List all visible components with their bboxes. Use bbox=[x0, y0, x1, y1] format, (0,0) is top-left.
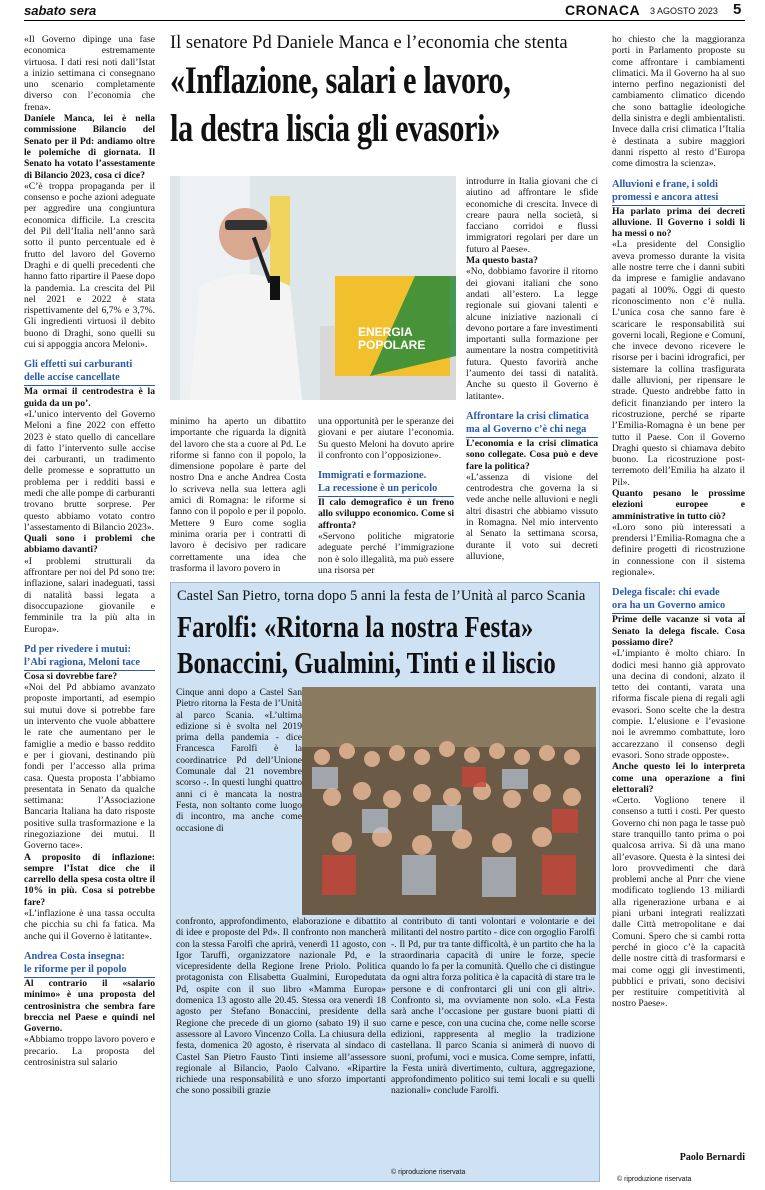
subheading-line2: La recessione è un pericolo bbox=[318, 482, 454, 497]
subheading-line2: delle accise cancellate bbox=[24, 371, 155, 386]
interview-question: Quanto pesano le prossime elezioni europee e amministrative in tutto ciò? bbox=[612, 487, 745, 522]
subheading-line2: le riforme per il popolo bbox=[24, 963, 155, 978]
body-paragraph: «L’impianto è molto chiaro. In dodici mesi hanno già approvato una decina di condoni, alzato il tetto dei contanti, varata una riforma fiscale piena di regali agli evasori. Sono scelte che la destra compie. L’elusione e l’evasione noi le avremmo combattute, loro accarezzano il consenso degli evasori. Sono strade opposte». bbox=[612, 648, 745, 761]
photo-banner: ENERGIA POPOLARE bbox=[358, 325, 426, 352]
interview-question: Anche questo lei lo interpreta come una operazione a fini elettorali? bbox=[612, 761, 745, 795]
interview-question: Daniele Manca, lei è nella commissione Bilancio del Senato per il Pd: andiamo oltre le polemiche di giornata. Il Senato ha votato l’assestamente di Bilancio 2023, cosa ci dice? bbox=[24, 113, 155, 181]
body-paragraph: «Noi del Pd abbiamo avanzato proposte importanti, ad esempio sui mutui dove si potrebbe fare un intervento che vuole abbattere le rate che aumentano per le famiglie a medio e basso reddito e per i giovani, destinando più fondi per l’accesso alla prima casa. Questa proposta l’abbiamo presentata in Senato da qualche settimana: l’Associazione Bancaria Italiana ha dato risposte positive sulla trasformazione e la rinegoziazione dei mutui. Il Governo tace». bbox=[24, 682, 155, 852]
body-paragraph: introdurre in Italia giovani che ci aiutino ad affrontare le sfide economiche di crescita. Invece di creare paura nella società, si facciano corridoi e flussi immigratori regolari per dare un futuro al Paese». bbox=[466, 176, 598, 255]
interview-question: Al contrario il «salario minimo» è una proposta del centrosinistra che sembra fare breccia nel Paese e quindi nel Governo. bbox=[24, 977, 155, 1035]
issue-date: 3 AGOSTO 2023 bbox=[650, 6, 718, 16]
subheading bbox=[466, 410, 598, 438]
interview-question: Ma ormai il centrodestra è la guida da un po’. bbox=[24, 386, 155, 409]
box-kicker: Castel San Pietro, torna dopo 5 anni la festa de l’Unità al parco Scania bbox=[177, 588, 586, 604]
box-headline-line2: Bonaccini, Gualmini, Tinti e il liscio bbox=[177, 645, 556, 680]
interview-question: Quali sono i problemi che abbiamo davanti? bbox=[24, 533, 155, 556]
body-paragraph: ho chiesto che la maggioranza porti in Parlamento proposte su come affrontare i cambiamenti climatici. Ma il Governo ha al suo interno perfino negazionisti del cambiamento climatico dicendo che sono battaglie ideologiche della sinistra e degli ambientalisti. Invece dalla crisi climatica l’Italia è destinata a subire maggiori danni rispetto al resto d’Europa come dimostra la scienza». bbox=[612, 34, 745, 170]
page-header bbox=[0, 0, 765, 22]
subheading bbox=[24, 950, 155, 978]
header-rule bbox=[24, 20, 745, 21]
section-name: CRONACA bbox=[565, 2, 641, 18]
subheading-line1: Immigrati e formazione. bbox=[318, 470, 427, 482]
subheading-line1: Pd per rivedere i mutui: bbox=[24, 643, 131, 655]
article-column-2 bbox=[170, 416, 306, 574]
article-column-5 bbox=[612, 34, 745, 1156]
body-paragraph: «No, dobbiamo favorire il ritorno dei giovani italiani che sono andati all’estero. La legge regionale sui giovani talenti e alcune iniziative nazionali ci devono portare a fare investimenti importanti sulla formazione per aumentare la nostra competitività futura. Questo favorirà anche l’aumento dei tassi di natalità. Anche su questo il Governo è latitante». bbox=[466, 266, 598, 402]
speaker-illustration bbox=[170, 176, 456, 400]
body-paragraph: «Certo. Vogliono tenere il consenso a tutti i costi. Per questo Governo chi non paga le tasse può stare tranquillo tanto prima o poi qualcosa arriva. Si dà una mano all’evasore. Questa è la sintesi dei loro provvedimenti che darà problemi anche al Pnrr che viene modificato togliendo 13 miliardi alla rigenerazione urbana e ai piani urbani integrati realizzati dalle Città metropolitane e dai Comuni. Spero che si cambi rotta perché in gioco c’è la capacità delle nostre città di trasformarsi e mai come oggi gli investimenti, pubblici e privati, sono decisivi per restituire competitività al nostro Paese». bbox=[612, 795, 745, 1010]
body-paragraph: «La presidente del Consiglio aveva promesso durante la visita alle nostre terre che i danni subiti da imprese e famiglie andavano pagati al 100%. Oggi di questo riconoscimento non c’è nulla. L’unica cosa che sanno fare è scaricare le responsabilità sui governi locali, Regione e Comuni, che invece devono ricevere le risorse per i bacini idrografici, per sistemare la collina trasfigurata dalle alluvioni, per ripensare le strade. Questo andrebbe fatto in deficit finanziando per intero la ricostruzione, perché se riparte l’Emilia-Romagna è un bene per tutto il Paese. Con il Governo Draghi questo si chiamava debito buono. La ricostruzione post-terremoto dell’Emilia ha alzato il Pil». bbox=[612, 239, 745, 488]
subheading-line2: promessi e ancora attesi bbox=[612, 191, 745, 206]
author-signature: Paolo Bernardi bbox=[679, 1152, 745, 1163]
box-column-a-bottom: confronto, approfondimento, elaborazione e dibattito di idee e proposte del Pd». Il confronto non mancherà con la stessa Farolfi che aprirà, venerdì 11 agosto, con Igor Taruffi, organizzatore nazionale Pd, e la vicepresidente della Regione Irene Priolo. Politica protagonista con Elisabetta Gualmini, Europedutata Pd, ospite con il suo libro «Mamma Europa» domenica 13 agosto alle 20.45. Stessa ora venerdì 18 agosto per Stefano Bonaccini, presidente della Regione che precede di un giorno (sabato 19) il suo assessore al Lavoro Vincenzo Colla. La chiusura della festa, domenica 20 agosto, è riservata al sindaco di Castel San Pietro Fausto Tinti insieme all’assessore regionale al Bilancio, Paolo Calvano. «Ripartire richiede una responsabilità e uno sforzo importanti che sono possibili grazie bbox=[176, 916, 386, 1097]
subheading-line1: Affrontare la crisi climatica bbox=[466, 410, 589, 422]
body-paragraph: una opportunità per le speranze dei giovani e per aiutare l’economia. Su questo Meloni ha dovuto aprire il confronto con l’opposizione». bbox=[318, 416, 454, 461]
subheading-line1: Gli effetti sui carburanti bbox=[24, 359, 133, 371]
body-paragraph: «Loro sono più interessati a prendersi l’Emilia-Romagna che a definire progetti di ricostruzione in connessione con il sistema regionale». bbox=[612, 521, 745, 579]
crowd-illustration bbox=[302, 687, 596, 915]
article-column-4 bbox=[466, 176, 598, 574]
festa-box bbox=[170, 582, 600, 1182]
subheading-line1: Alluvioni e frane, i soldi bbox=[612, 178, 718, 190]
body-paragraph: «C’è troppa propaganda per il consenso e poche azioni adeguate per aggredire una congiuntura economica difficile. La crescita del Pil dell’Italia nell’anno sarà sotto il punto percentuale ed è frutto del lavoro del Governo Draghi e di quelli precedenti che hanno fatto ripartire il Paese dopo la pandemia. La crescita del Pil nel 2021 e 2022 è stata rispettivamente del 6,7% e 3,7%. Gli ingredienti virtuosi il debito buono di Draghi, sono quelli su cui si appoggia ancora Meloni». bbox=[24, 180, 155, 351]
interview-question: L’economia e la crisi climatica sono collegate. Cosa può e deve fare la politica? bbox=[466, 437, 598, 472]
manca-photo bbox=[170, 176, 456, 400]
subheading-line2: l’Abi ragiona, Meloni tace bbox=[24, 656, 155, 671]
subheading bbox=[24, 358, 155, 386]
subheading-line1: Delega fiscale: chi evade bbox=[612, 587, 720, 599]
body-paragraph: «I problemi strutturali da affrontare per noi del Pd sono tre: inflazione, salari inadeguati, tassi di natalità bassi legata a disoccupazione giovanile e femminile tra la più alta in Europa». bbox=[24, 555, 155, 635]
body-paragraph: «Abbiamo troppo lavoro povero e precario. La proposta del centrosinistra sul salario bbox=[24, 1034, 155, 1069]
article-column-1 bbox=[24, 34, 155, 1190]
box-column-a-top: Cinque anni dopo a Castel San Pietro ritorna la Festa de l’Unità al parco Scania. «L’ultima edizione si è svolta nel 2019 prima della pandemia - dice Francesca Farolfi è la coordinatrice Pd dell’Unione Comunale dal 21 novembre scorso -. In questi lunghi quattro anni ci è mancata la nostra Festa, non soltanto come luogo di incontro, ma anche come occasione di bbox=[176, 687, 302, 834]
article-column-3 bbox=[318, 416, 454, 574]
box-copyright-note: © riproduzione riservata bbox=[391, 1169, 466, 1176]
subheading-line2: ora ha un Governo amico bbox=[612, 599, 745, 614]
body-paragraph: minimo ha aperto un dibattito importante che riguarda la dignità del lavoro che sta a cuore al Pd. Le riforme si fanno con il popolo, la dimensione popolare è parte del nostro Dna e anche Andrea Costa lo scriveva nella sua lettera agli amici di Romagna: le riforme si fanno con il popolo e per il popolo. Mettere 9 Euro come soglia minima oraria per i contratti di lavoro è decisivo per radicare correttamente una idea che trasforma il lavoro povero in bbox=[170, 416, 306, 574]
interview-question: Ha parlato prima dei decreti alluvione. Il Governo i soldi li ha messi o no? bbox=[612, 205, 745, 240]
article-kicker: Il senatore Pd Daniele Manca e l’economia che stenta bbox=[170, 33, 568, 53]
body-paragraph: «Servono politiche migratorie adeguate perché l’immigrazione non è solo illegalità, ma può essere una risorsa per bbox=[318, 531, 454, 574]
subheading bbox=[612, 586, 745, 614]
page-number: 5 bbox=[733, 1, 742, 18]
box-headline-line1: Farolfi: «Ritorna la nostra Festa» bbox=[177, 609, 534, 644]
article-headline-line1: «Inflazione, salari e lavoro, bbox=[170, 59, 511, 102]
box-column-b: al contributo di tanti volontari e volontarie e dei militanti del nostro partito - dice con orgoglio Farolfi -. Il Pd, pur tra tante difficoltà, è un partito che ha la straordinaria capacità di unire le forze, specie quando lo fa per la comunità. Quello che ci distingue da ogni altra forza politica è la capacità di stare tra le persone e di confrontarci gli uni con gli altri». Confronto sì, ma ovviamente non solo. «La Festa sarà anche l’occasione per gustare buoni piatti di carne e pesce, con una cucina che, come nelle scorse edizioni, rappresenta al meglio la tradizione castellana. Il parco Scania si animerà di nuovo di suoni, profumi, voci e musica. Come sempre, infatti, la Festa unirà divertimento, cultura, aggregazione, approfondimento politico sui temi locali e su quelli nazionali» conclude Farolfi. bbox=[391, 916, 595, 1097]
subheading bbox=[612, 178, 745, 206]
masthead: sabato sera bbox=[24, 3, 97, 18]
body-paragraph: «Il Governo dipinge una fase economica estremamente virtuosa. I dati resi noti dall’Istat a inizio settimana ci consegnano uno scenario completamente diverso con l’economia che frena». bbox=[24, 34, 155, 113]
interview-question: Il calo demografico è un freno allo sviluppo economico. Come si affronta? bbox=[318, 497, 454, 531]
subheading-line1: Andrea Costa insegna: bbox=[24, 950, 125, 962]
subheading bbox=[24, 643, 155, 671]
article-headline-line2: la destra liscia gli evasori» bbox=[170, 107, 501, 150]
copyright-note: © riproduzione riservata bbox=[617, 1176, 692, 1183]
subheading-line2: ma al Governo c’è chi nega bbox=[466, 423, 598, 438]
interview-question: Prime delle vacanze si vota al Senato la delega fiscale. Cosa possiamo dire? bbox=[612, 614, 745, 648]
interview-question: A proposito di inflazione: sempre l’Istat dice che il carrello della spesa costa oltre il 10% in più. Cosa si potrebbe fare? bbox=[24, 851, 155, 908]
subheading bbox=[318, 469, 454, 497]
body-paragraph: «L’assenza di visione del centrodestra che governa la si vede anche nelle alluvioni e negli altri disastri che abbiamo vissuto in Romagna. Nel mio intervento al Senato la settimana scorsa, durante il voto sui decreti alluvione, bbox=[466, 471, 598, 562]
body-paragraph: «L’inflazione è una tassa occulta che picchia su chi fa fatica. Ma anche qui il Governo è latitante». bbox=[24, 908, 155, 942]
body-paragraph: «L’unico intervento del Governo Meloni a fine 2022 con effetto 2023 è stato quello di cancellare di fatto l’intervento sulle accise dei carburanti, un tradimento delle promesse e soprattutto un problema per i redditi bassi e medi che alle pompe di carburanti trovano brutte sorprese. Per questo abbiamo votato contro l’assestamento di Bilancio 2023». bbox=[24, 408, 155, 533]
festa-crowd-photo bbox=[302, 687, 596, 915]
interview-question: Cosa si dovrebbe fare? bbox=[24, 670, 118, 682]
interview-question: Ma questo basta? bbox=[466, 255, 538, 267]
